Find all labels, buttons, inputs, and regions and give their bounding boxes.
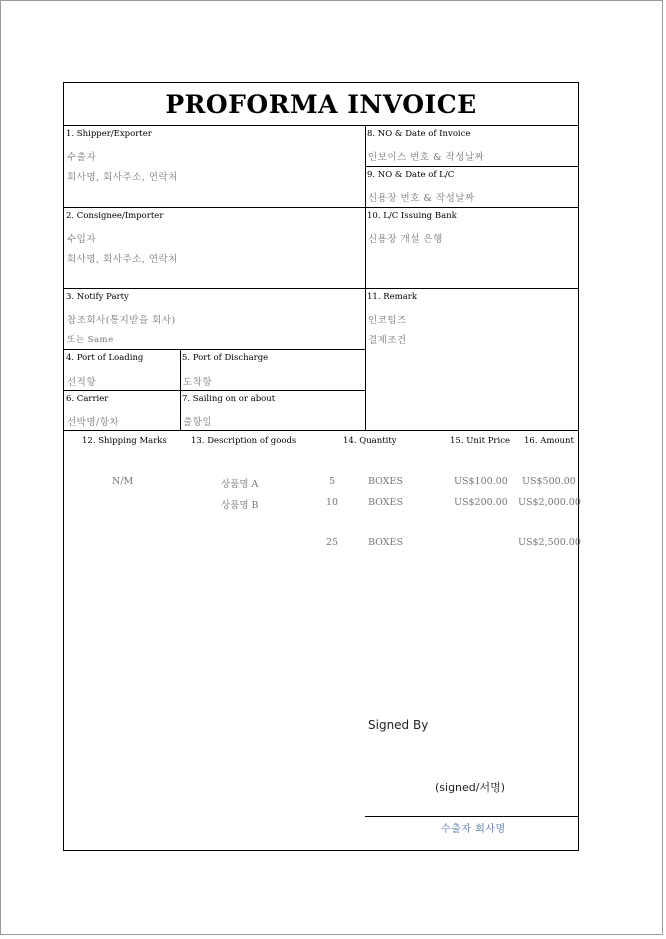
total-unit: BOXES bbox=[368, 537, 403, 548]
shipper-label: 1. Shipper/Exporter bbox=[66, 129, 152, 139]
row2-description: 상품명 B bbox=[221, 500, 259, 511]
row1-description: 상품명 A bbox=[221, 479, 259, 490]
lc-bank-label: 10. L/C Issuing Bank bbox=[367, 211, 457, 221]
divider-table-top bbox=[64, 430, 579, 431]
header-description: 13. Description of goods bbox=[191, 436, 297, 446]
sailing-date-value: 출항일 bbox=[183, 417, 213, 428]
port-of-discharge-value: 도착항 bbox=[183, 377, 213, 388]
signature-line bbox=[365, 816, 579, 817]
lc-no-value: 신용장 번호 & 작성날짜 bbox=[368, 193, 475, 204]
consignee-label: 2. Consignee/Importer bbox=[66, 211, 164, 221]
shipper-details: 회사명, 회사주소, 연락처 bbox=[67, 172, 178, 183]
lc-bank-value: 신용장 개설 은행 bbox=[368, 234, 443, 245]
sailing-date-cell bbox=[180, 390, 365, 430]
row2-unit: BOXES bbox=[368, 497, 403, 508]
row2-qty: 10 bbox=[326, 497, 339, 508]
port-of-loading-cell bbox=[64, 349, 180, 390]
row2-amount: US$2,000.00 bbox=[518, 497, 581, 508]
row1-price: US$100.00 bbox=[454, 476, 508, 487]
row1-qty: 5 bbox=[329, 476, 336, 487]
row1-amount: US$500.00 bbox=[522, 476, 576, 487]
header-amount: 16. Amount bbox=[524, 436, 574, 446]
total-qty: 25 bbox=[326, 537, 339, 548]
proforma-invoice-form bbox=[63, 82, 579, 851]
carrier-label: 6. Carrier bbox=[66, 394, 109, 404]
lc-bank-cell bbox=[365, 207, 579, 288]
row1-marks: N/M bbox=[112, 476, 134, 487]
signature-placeholder: (signed/서명) bbox=[435, 781, 506, 794]
invoice-no-cell bbox=[365, 125, 579, 166]
notify-party-value: 참조회사(통지받을 회사) bbox=[67, 315, 176, 326]
carrier-cell bbox=[64, 390, 180, 430]
signed-by-label: Signed By bbox=[368, 718, 429, 732]
consignee-role: 수입자 bbox=[67, 234, 97, 245]
port-of-loading-value: 선적항 bbox=[67, 377, 97, 388]
shipper-role: 수출자 bbox=[67, 152, 97, 163]
shipper-cell bbox=[64, 125, 365, 207]
port-of-discharge-cell bbox=[180, 349, 365, 390]
remark-payment-terms: 결제조건 bbox=[368, 335, 407, 346]
invoice-no-value: 인보이스 번호 & 작성날짜 bbox=[368, 152, 485, 163]
row2-price: US$200.00 bbox=[454, 497, 508, 508]
port-of-loading-label: 4. Port of Loading bbox=[66, 353, 144, 363]
remark-cell bbox=[365, 288, 579, 430]
carrier-value: 선박명/항차 bbox=[67, 417, 120, 428]
consignee-cell bbox=[64, 207, 365, 288]
port-of-discharge-label: 5. Port of Discharge bbox=[182, 353, 269, 363]
lc-no-label: 9. NO & Date of L/C bbox=[367, 170, 455, 180]
header-shipping-marks: 12. Shipping Marks bbox=[82, 436, 167, 446]
invoice-no-label: 8. NO & Date of Invoice bbox=[367, 129, 471, 139]
notify-party-label: 3. Notify Party bbox=[66, 292, 129, 302]
consignee-details: 회사명, 회사주소, 연락처 bbox=[67, 254, 178, 265]
header-quantity: 14. Quantity bbox=[343, 436, 397, 446]
signer-company-name: 수출자 회사명 bbox=[441, 824, 506, 835]
notify-party-alt: 또는 Same bbox=[67, 335, 114, 345]
header-unit-price: 15. Unit Price bbox=[450, 436, 510, 446]
remark-incoterms: 인코텀즈 bbox=[368, 315, 407, 326]
notify-party-cell bbox=[64, 288, 365, 349]
lc-no-cell bbox=[365, 166, 579, 207]
sailing-date-label: 7. Sailing on or about bbox=[182, 394, 276, 404]
total-amount: US$2,500.00 bbox=[518, 537, 581, 548]
remark-label: 11. Remark bbox=[367, 292, 417, 302]
row1-unit: BOXES bbox=[368, 476, 403, 487]
document-title: PROFORMA INVOICE bbox=[64, 83, 578, 126]
